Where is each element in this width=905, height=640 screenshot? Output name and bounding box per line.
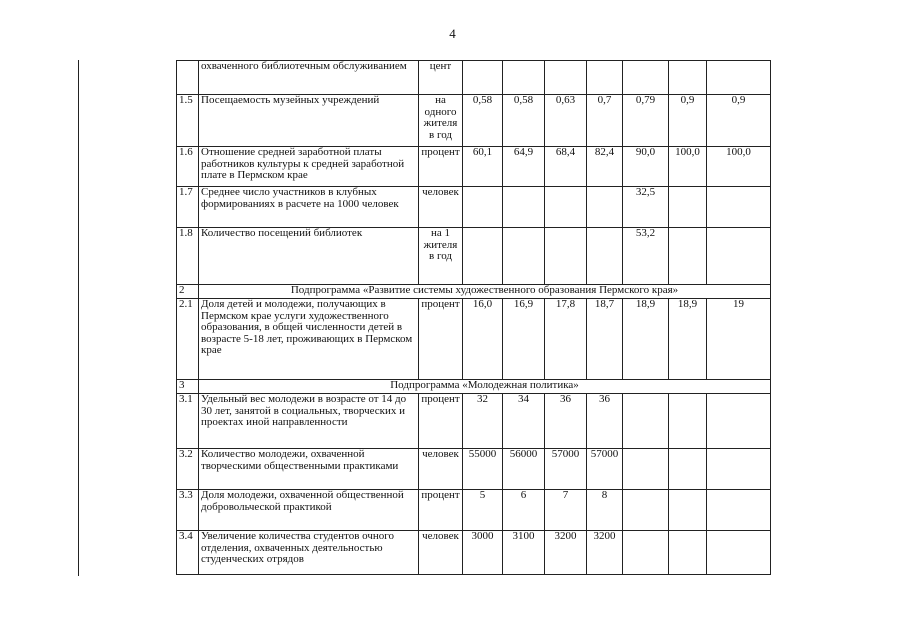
unit-cell: цент: [419, 61, 463, 95]
value-cell: 5: [463, 490, 503, 531]
value-cell: 3100: [503, 531, 545, 575]
row-index: 3.1: [177, 394, 199, 449]
value-cell: [707, 187, 771, 228]
value-cell: 18,9: [669, 299, 707, 380]
value-cell: 19: [707, 299, 771, 380]
value-cell: 64,9: [503, 147, 545, 187]
table-row: [177, 490, 771, 531]
value-cell: [623, 394, 669, 449]
value-cell: 32,5: [623, 187, 669, 228]
value-cell: 100,0: [707, 147, 771, 187]
section-title: Подпрограмма «Молодежная политика»: [199, 380, 771, 394]
unit-cell: процент: [419, 490, 463, 531]
value-cell: 57000: [587, 449, 623, 490]
table-row: [177, 95, 771, 147]
unit-cell: человек: [419, 531, 463, 575]
value-cell: [707, 394, 771, 449]
indicator-name: Отношение средней заработной платы работников культуры к средней заработной плате в Пермском крае: [199, 147, 419, 187]
indicator-name: охваченного библиотечным обслуживанием: [199, 61, 419, 95]
value-cell: 56000: [503, 449, 545, 490]
value-cell: [669, 394, 707, 449]
value-cell: [669, 490, 707, 531]
indicator-name: Доля детей и молодежи, получающих в Пермском крае услуги художественного образования, в общей численности детей в возрасте 5-18 лет, проживающих в Пермском крае: [199, 299, 419, 380]
value-cell: 55000: [463, 449, 503, 490]
indicator-name: Доля молодежи, охваченной общественной добровольческой практикой: [199, 490, 419, 531]
value-cell: [463, 61, 503, 95]
value-cell: 16,9: [503, 299, 545, 380]
unit-cell: процент: [419, 147, 463, 187]
left-margin-rule: [78, 60, 79, 576]
value-cell: 36: [587, 394, 623, 449]
value-cell: 0,58: [503, 95, 545, 147]
section-title: Подпрограмма «Развитие системы художественного образования Пермского края»: [199, 285, 771, 299]
value-cell: [669, 61, 707, 95]
value-cell: 0,7: [587, 95, 623, 147]
value-cell: [503, 187, 545, 228]
value-cell: [707, 449, 771, 490]
value-cell: 0,9: [707, 95, 771, 147]
table-row: [177, 449, 771, 490]
value-cell: 0,9: [669, 95, 707, 147]
value-cell: 34: [503, 394, 545, 449]
value-cell: [707, 228, 771, 285]
row-index: 1.5: [177, 95, 199, 147]
row-index: [177, 61, 199, 95]
value-cell: 0,63: [545, 95, 587, 147]
value-cell: 90,0: [623, 147, 669, 187]
table-row: [177, 187, 771, 228]
value-cell: 6: [503, 490, 545, 531]
value-cell: 53,2: [623, 228, 669, 285]
indicator-name: Увеличение количества студентов очного отделения, охваченных деятельностью студенческих отрядов: [199, 531, 419, 575]
value-cell: [669, 187, 707, 228]
unit-cell: на одного жителя в год: [419, 95, 463, 147]
value-cell: [545, 228, 587, 285]
unit-cell: процент: [419, 299, 463, 380]
value-cell: [463, 187, 503, 228]
value-cell: [623, 490, 669, 531]
value-cell: 18,7: [587, 299, 623, 380]
value-cell: [669, 228, 707, 285]
value-cell: 82,4: [587, 147, 623, 187]
indicator-name: Посещаемость музейных учреждений: [199, 95, 419, 147]
page-number: 4: [449, 26, 456, 41]
row-index: 1.8: [177, 228, 199, 285]
unit-cell: человек: [419, 187, 463, 228]
value-cell: 3000: [463, 531, 503, 575]
value-cell: [503, 61, 545, 95]
row-index: 3.2: [177, 449, 199, 490]
unit-cell: на 1 жителя в год: [419, 228, 463, 285]
value-cell: 68,4: [545, 147, 587, 187]
indicator-name: Среднее число участников в клубных формированиях в расчете на 1000 человек: [199, 187, 419, 228]
indicator-name: Количество молодежи, охваченной творческими общественными практиками: [199, 449, 419, 490]
row-index: 3: [177, 380, 199, 394]
table-row: [177, 61, 771, 95]
value-cell: 32: [463, 394, 503, 449]
value-cell: [545, 187, 587, 228]
value-cell: 57000: [545, 449, 587, 490]
value-cell: 3200: [587, 531, 623, 575]
table-row: [177, 531, 771, 575]
value-cell: 18,9: [623, 299, 669, 380]
value-cell: [587, 228, 623, 285]
table-row: [177, 228, 771, 285]
row-index: 1.7: [177, 187, 199, 228]
value-cell: 7: [545, 490, 587, 531]
value-cell: 60,1: [463, 147, 503, 187]
indicators-table: [176, 60, 771, 575]
value-cell: 36: [545, 394, 587, 449]
value-cell: 0,58: [463, 95, 503, 147]
indicator-name: Количество посещений библиотек: [199, 228, 419, 285]
value-cell: [623, 61, 669, 95]
value-cell: [463, 228, 503, 285]
value-cell: [707, 531, 771, 575]
table-row: [177, 299, 771, 380]
value-cell: [587, 187, 623, 228]
value-cell: [707, 61, 771, 95]
value-cell: [587, 61, 623, 95]
section-row: [177, 380, 771, 394]
value-cell: [707, 490, 771, 531]
value-cell: [669, 449, 707, 490]
table-row: [177, 147, 771, 187]
value-cell: 3200: [545, 531, 587, 575]
row-index: 2: [177, 285, 199, 299]
value-cell: 16,0: [463, 299, 503, 380]
indicator-name: Удельный вес молодежи в возрасте от 14 до 30 лет, занятой в социальных, творческих и проектах иной направленности: [199, 394, 419, 449]
value-cell: [503, 228, 545, 285]
value-cell: 0,79: [623, 95, 669, 147]
row-index: 3.4: [177, 531, 199, 575]
value-cell: [545, 61, 587, 95]
table-row: [177, 394, 771, 449]
value-cell: 100,0: [669, 147, 707, 187]
row-index: 1.6: [177, 147, 199, 187]
table-body: [177, 61, 771, 575]
value-cell: 17,8: [545, 299, 587, 380]
value-cell: [623, 531, 669, 575]
unit-cell: человек: [419, 449, 463, 490]
section-row: [177, 285, 771, 299]
value-cell: 8: [587, 490, 623, 531]
row-index: 3.3: [177, 490, 199, 531]
value-cell: [669, 531, 707, 575]
row-index: 2.1: [177, 299, 199, 380]
unit-cell: процент: [419, 394, 463, 449]
value-cell: [623, 449, 669, 490]
